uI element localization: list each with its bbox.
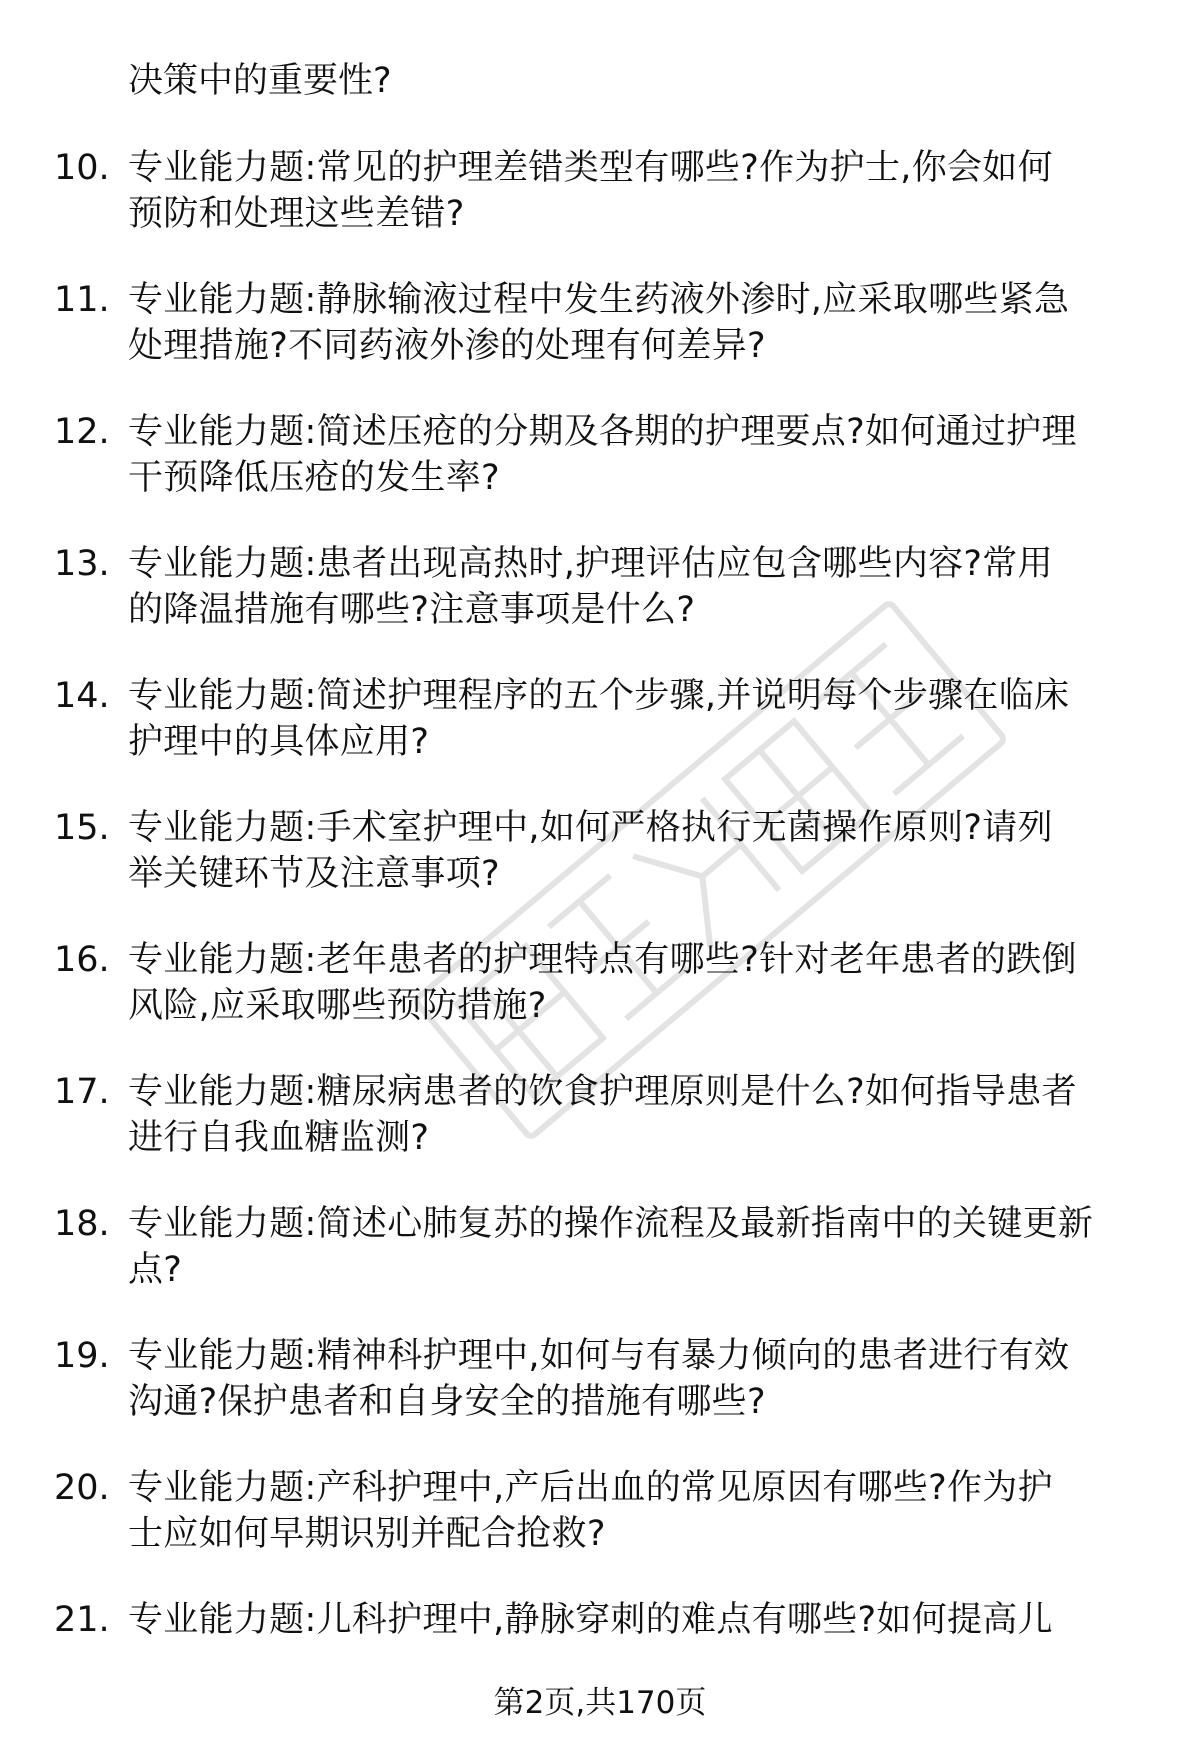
question-text: [128, 1201, 1148, 1293]
question-text-line: 专业能力题:患者出现高热时,护理评估应包含哪些内容?常用: [128, 544, 1053, 584]
question-text-line: 专业能力题:产科护理中,产后出血的常见原因有哪些?作为护: [128, 1468, 1053, 1508]
question-text-line: 进行自我血糖监测?: [128, 1118, 430, 1158]
question-item: [0, 937, 1200, 1069]
question-number: 19.: [54, 1336, 110, 1376]
question-number: 16.: [54, 940, 110, 980]
question-item: [0, 145, 1200, 277]
question-text-line: 专业能力题:简述护理程序的五个步骤,并说明每个步骤在临床: [128, 676, 1070, 716]
question-text: [128, 673, 1148, 765]
question-number: 20.: [54, 1468, 110, 1508]
question-text-line: 专业能力题:常见的护理差错类型有哪些?作为护士,你会如何: [128, 148, 1053, 188]
question-item: [0, 409, 1200, 541]
question-item: [0, 1069, 1200, 1201]
question-list: [0, 145, 1200, 1729]
question-text-line: 沟通?保护患者和自身安全的措施有哪些?: [128, 1382, 766, 1422]
question-number: 21.: [54, 1600, 110, 1640]
question-text-line: 预防和处理这些差错?: [128, 194, 465, 234]
question-text: [128, 277, 1148, 369]
question-text: [128, 541, 1148, 633]
question-text-line: 的降温措施有哪些?注意事项是什么?: [128, 590, 696, 630]
question-text-line: 专业能力题:精神科护理中,如何与有暴力倾向的患者进行有效: [128, 1336, 1070, 1376]
question-item: [0, 277, 1200, 409]
page-footer: 第2页,共170页: [493, 1685, 707, 1721]
question-text: [128, 1465, 1148, 1557]
question-item: [0, 541, 1200, 673]
question-text: [128, 1597, 1148, 1643]
question-item: [0, 1201, 1200, 1333]
question-text-line: 干预降低压疮的发生率?: [128, 458, 500, 498]
question-item: [0, 805, 1200, 937]
question-text-line: 专业能力题:老年患者的护理特点有哪些?针对老年患者的跌倒: [128, 940, 1077, 980]
question-number: 14.: [54, 676, 110, 716]
question-number: 13.: [54, 544, 110, 584]
question-text-line: 专业能力题:儿科护理中,静脉穿刺的难点有哪些?如何提高儿: [128, 1600, 1053, 1640]
question-text-line: 专业能力题:糖尿病患者的饮食护理原则是什么?如何指导患者: [128, 1072, 1077, 1112]
question-text: [128, 937, 1148, 1029]
question-text-line: 专业能力题:手术室护理中,如何严格执行无菌操作原则?请列: [128, 808, 1053, 848]
question-number: 17.: [54, 1072, 110, 1112]
question-text-line: 举关键环节及注意事项?: [128, 854, 500, 894]
question-text: [128, 409, 1148, 501]
question-text-line: 点?: [128, 1250, 183, 1290]
question-number: 11.: [54, 280, 110, 320]
continued-question-text: 决策中的重要性?: [128, 61, 392, 101]
question-item: [0, 673, 1200, 805]
question-text-line: 专业能力题:简述压疮的分期及各期的护理要点?如何通过护理: [128, 412, 1077, 452]
question-text-line: 专业能力题:静脉输液过程中发生药液外渗时,应采取哪些紧急: [128, 280, 1070, 320]
question-text-line: 风险,应采取哪些预防措施?: [128, 986, 547, 1026]
question-text-line: 处理措施?不同药液外渗的处理有何差异?: [128, 326, 766, 366]
question-number: 18.: [54, 1204, 110, 1244]
question-item: [0, 1333, 1200, 1465]
question-text: [128, 1333, 1148, 1425]
question-text-line: 护理中的具体应用?: [128, 722, 430, 762]
question-number: 12.: [54, 412, 110, 452]
question-text-line: 专业能力题:简述心肺复苏的操作流程及最新指南中的关键更新: [128, 1204, 1094, 1244]
question-number: 10.: [54, 148, 110, 188]
question-number: 15.: [54, 808, 110, 848]
question-text: [128, 805, 1148, 897]
question-text: [128, 145, 1148, 237]
question-text: [128, 1069, 1148, 1161]
question-item: [0, 1465, 1200, 1597]
question-text-line: 士应如何早期识别并配合抢救?: [128, 1514, 606, 1554]
